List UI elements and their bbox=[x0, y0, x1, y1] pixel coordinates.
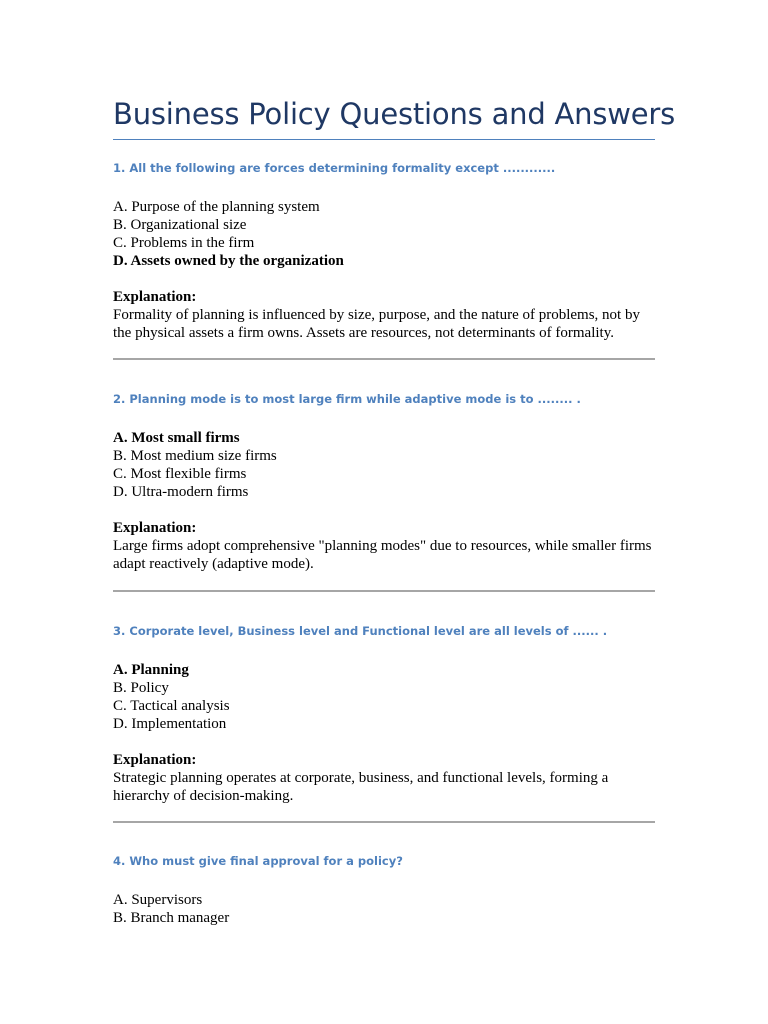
explanation-line: Strategic planning operates at corporate, business, and functional levels, forming a bbox=[113, 770, 609, 786]
answer-options bbox=[113, 891, 655, 927]
question-block-2 bbox=[113, 391, 655, 573]
answer-option-b: B. Most medium size firms bbox=[113, 448, 277, 464]
answer-option-d: D. Implementation bbox=[113, 716, 227, 732]
question-heading: 4. Who must give final approval for a policy? bbox=[113, 854, 403, 868]
question-block-4 bbox=[113, 853, 655, 927]
explanation-label: Explanation: bbox=[113, 752, 197, 768]
answer-options bbox=[113, 198, 655, 270]
question-divider bbox=[113, 358, 655, 360]
answer-option-a-correct: A. Planning bbox=[113, 662, 189, 678]
answer-option-c: C. Most flexible firms bbox=[113, 466, 247, 482]
question-heading: 3. Corporate level, Business level and Functional level are all levels of ...... . bbox=[113, 624, 608, 638]
answer-option-a: A. Supervisors bbox=[113, 892, 203, 908]
question-divider bbox=[113, 821, 655, 823]
explanation-line: Large firms adopt comprehensive "planning modes" due to resources, while smaller firms bbox=[113, 538, 652, 554]
answer-option-d-correct: D. Assets owned by the organization bbox=[113, 253, 344, 269]
question-block-1 bbox=[113, 160, 655, 342]
question-divider bbox=[113, 590, 655, 592]
answer-options bbox=[113, 661, 655, 733]
explanation-line: hierarchy of decision-making. bbox=[113, 788, 294, 804]
question-heading: 1. All the following are forces determining formality except ............ bbox=[113, 161, 556, 175]
answer-option-b: B. Organizational size bbox=[113, 217, 247, 233]
title-underline bbox=[113, 139, 655, 140]
explanation-line: the physical assets a firm owns. Assets are resources, not determinants of formality. bbox=[113, 325, 614, 341]
answer-option-a-correct: A. Most small firms bbox=[113, 430, 240, 446]
explanation-line: Formality of planning is influenced by size, purpose, and the nature of problems, not by bbox=[113, 307, 640, 323]
explanation-line: adapt reactively (adaptive mode). bbox=[113, 556, 314, 572]
question-block-3 bbox=[113, 623, 655, 805]
answer-option-a: A. Purpose of the planning system bbox=[113, 199, 320, 215]
answer-option-b: B. Policy bbox=[113, 680, 169, 696]
answer-option-b: B. Branch manager bbox=[113, 910, 230, 926]
explanation-label: Explanation: bbox=[113, 520, 197, 536]
explanation-label: Explanation: bbox=[113, 289, 197, 305]
answer-option-c: C. Tactical analysis bbox=[113, 698, 230, 714]
answer-options bbox=[113, 429, 655, 501]
answer-option-c: C. Problems in the firm bbox=[113, 235, 255, 251]
question-heading: 2. Planning mode is to most large firm while adaptive mode is to ........ . bbox=[113, 392, 581, 406]
document-title: Business Policy Questions and Answers bbox=[113, 97, 676, 131]
answer-option-d: D. Ultra-modern firms bbox=[113, 484, 249, 500]
